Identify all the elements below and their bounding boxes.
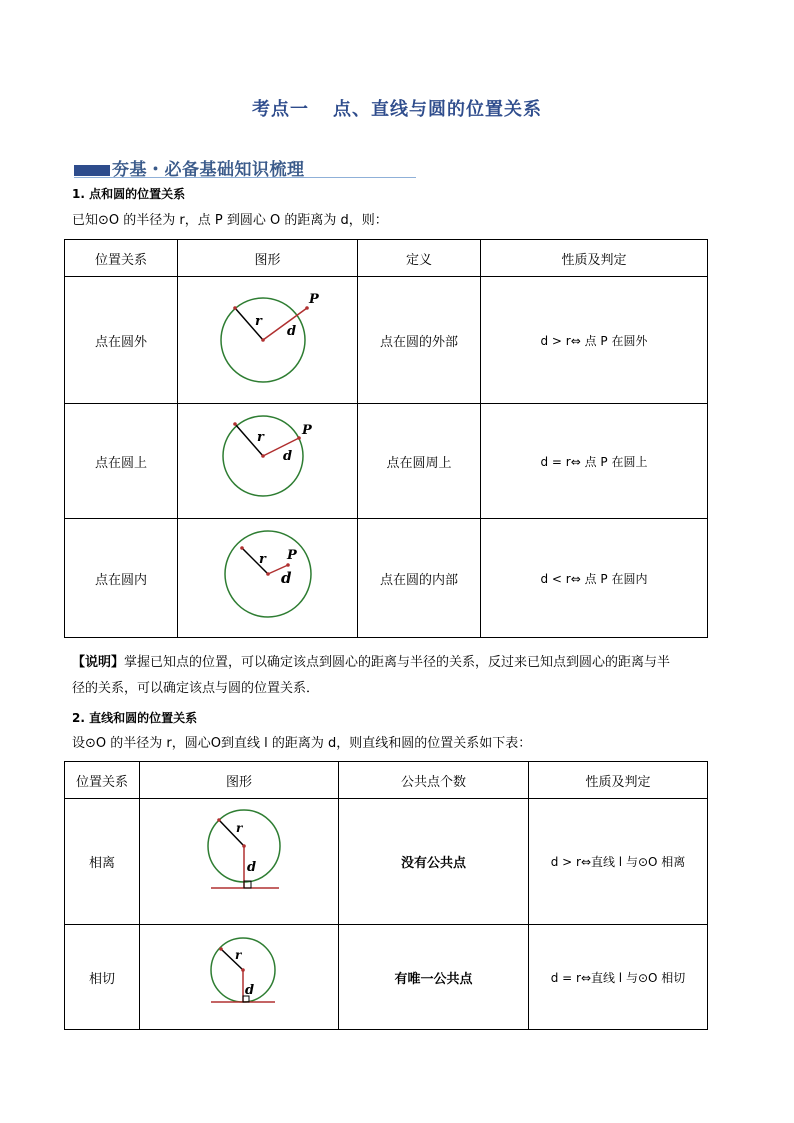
table-header-row (65, 762, 708, 799)
note-line2: 径的关系，可以确定该点与圆的位置关系． (72, 681, 320, 696)
common-points-cell: 有唯一公共点 (339, 925, 529, 1030)
center-point (261, 454, 265, 458)
table-row (65, 277, 708, 404)
distance-line (263, 438, 299, 456)
center-point (261, 338, 265, 342)
label-p: P (308, 292, 319, 307)
property-cell: d > r⇔直线 l 与⊙O 相离 (529, 799, 708, 925)
note-line1: 掌握已知点的位置，可以确定该点到圆心的距离与半径的关系，反过来已知点到圆心的距离与半 (124, 655, 671, 670)
radius-end-point (233, 422, 237, 426)
header-cell: 图形 (178, 240, 358, 277)
definition-cell: 点在圆的外部 (358, 277, 481, 404)
header-cell: 位置关系 (65, 240, 178, 277)
radius-end-point (219, 947, 223, 951)
radius-end-point (240, 546, 244, 550)
center-point (241, 968, 245, 972)
note-tag: 【说明】 (72, 655, 125, 670)
header-cell: 图形 (140, 762, 339, 799)
section2-intro: 设⊙O 的半径为 r，圆心O到直线 l 的距离为 d，则直线和圆的位置关系如下表： (72, 736, 532, 751)
label-d: d (246, 860, 256, 875)
section1-intro: 已知⊙O 的半径为 r，点 P 到圆心 O 的距离为 d，则： (72, 213, 388, 228)
property-cell: d = r⇔直线 l 与⊙O 相切 (529, 925, 708, 1030)
relation-cell: 点在圆上 (65, 404, 178, 519)
title-part2: 点、直线与圆的位置关系 (333, 99, 542, 120)
point-p (286, 563, 290, 567)
line-circle-table (64, 761, 708, 1030)
property-cell: d > r⇔ 点 P 在圆外 (481, 277, 708, 404)
note-paragraph (72, 650, 732, 676)
relation-cell: 相离 (65, 799, 140, 925)
distance-line (263, 308, 307, 340)
relation-cell: 点在圆外 (65, 277, 178, 404)
banner-bar (74, 165, 110, 176)
line-tangent-figure (141, 925, 338, 1025)
point-p (297, 436, 301, 440)
table-header-row (65, 240, 708, 277)
label-r: r (256, 430, 264, 445)
label-p: P (301, 423, 312, 438)
header-cell: 定义 (358, 240, 481, 277)
section2-heading: 2. 直线和圆的位置关系 (72, 711, 198, 725)
radius-end-point (233, 306, 237, 310)
point-circle-table (64, 239, 708, 638)
table-row (65, 519, 708, 638)
relation-cell: 点在圆内 (65, 519, 178, 638)
center-point (242, 844, 246, 848)
header-cell: 性质及判定 (481, 240, 708, 277)
table-row (65, 799, 708, 925)
section1-heading: 1. 点和圆的位置关系 (72, 187, 186, 201)
relation-cell: 相切 (65, 925, 140, 1030)
label-d: d (286, 324, 296, 339)
title-part1: 考点一 (252, 99, 309, 120)
label-p: P (286, 548, 297, 563)
point-on-figure (179, 404, 357, 514)
point-inside-figure (179, 519, 357, 633)
point-outside-figure (179, 277, 357, 399)
line-separate-figure (141, 799, 338, 920)
table-row (65, 925, 708, 1030)
radius-end-point (217, 818, 221, 822)
property-cell: d < r⇔ 点 P 在圆内 (481, 519, 708, 638)
definition-cell: 点在圆周上 (358, 404, 481, 519)
definition-cell: 点在圆的内部 (358, 519, 481, 638)
header-cell: 性质及判定 (529, 762, 708, 799)
common-points-cell: 没有公共点 (339, 799, 529, 925)
center-point (266, 572, 270, 576)
table-row (65, 404, 708, 519)
property-cell: d = r⇔ 点 P 在圆上 (481, 404, 708, 519)
figure-cell (140, 925, 339, 1030)
section-banner (74, 150, 416, 182)
label-d: d (244, 983, 254, 998)
banner-text: 夯基・必备基础知识梳理 (112, 160, 305, 180)
label-r: r (234, 948, 241, 962)
figure-cell (178, 277, 358, 404)
figure-cell (140, 799, 339, 925)
header-cell: 公共点个数 (339, 762, 529, 799)
label-r: r (254, 314, 262, 329)
figure-cell (178, 404, 358, 519)
page-title (0, 95, 794, 121)
label-d: d (282, 449, 292, 464)
label-r: r (235, 821, 242, 835)
label-d: d (280, 569, 291, 587)
figure-cell (178, 519, 358, 638)
header-cell: 位置关系 (65, 762, 140, 799)
label-r: r (258, 552, 266, 567)
